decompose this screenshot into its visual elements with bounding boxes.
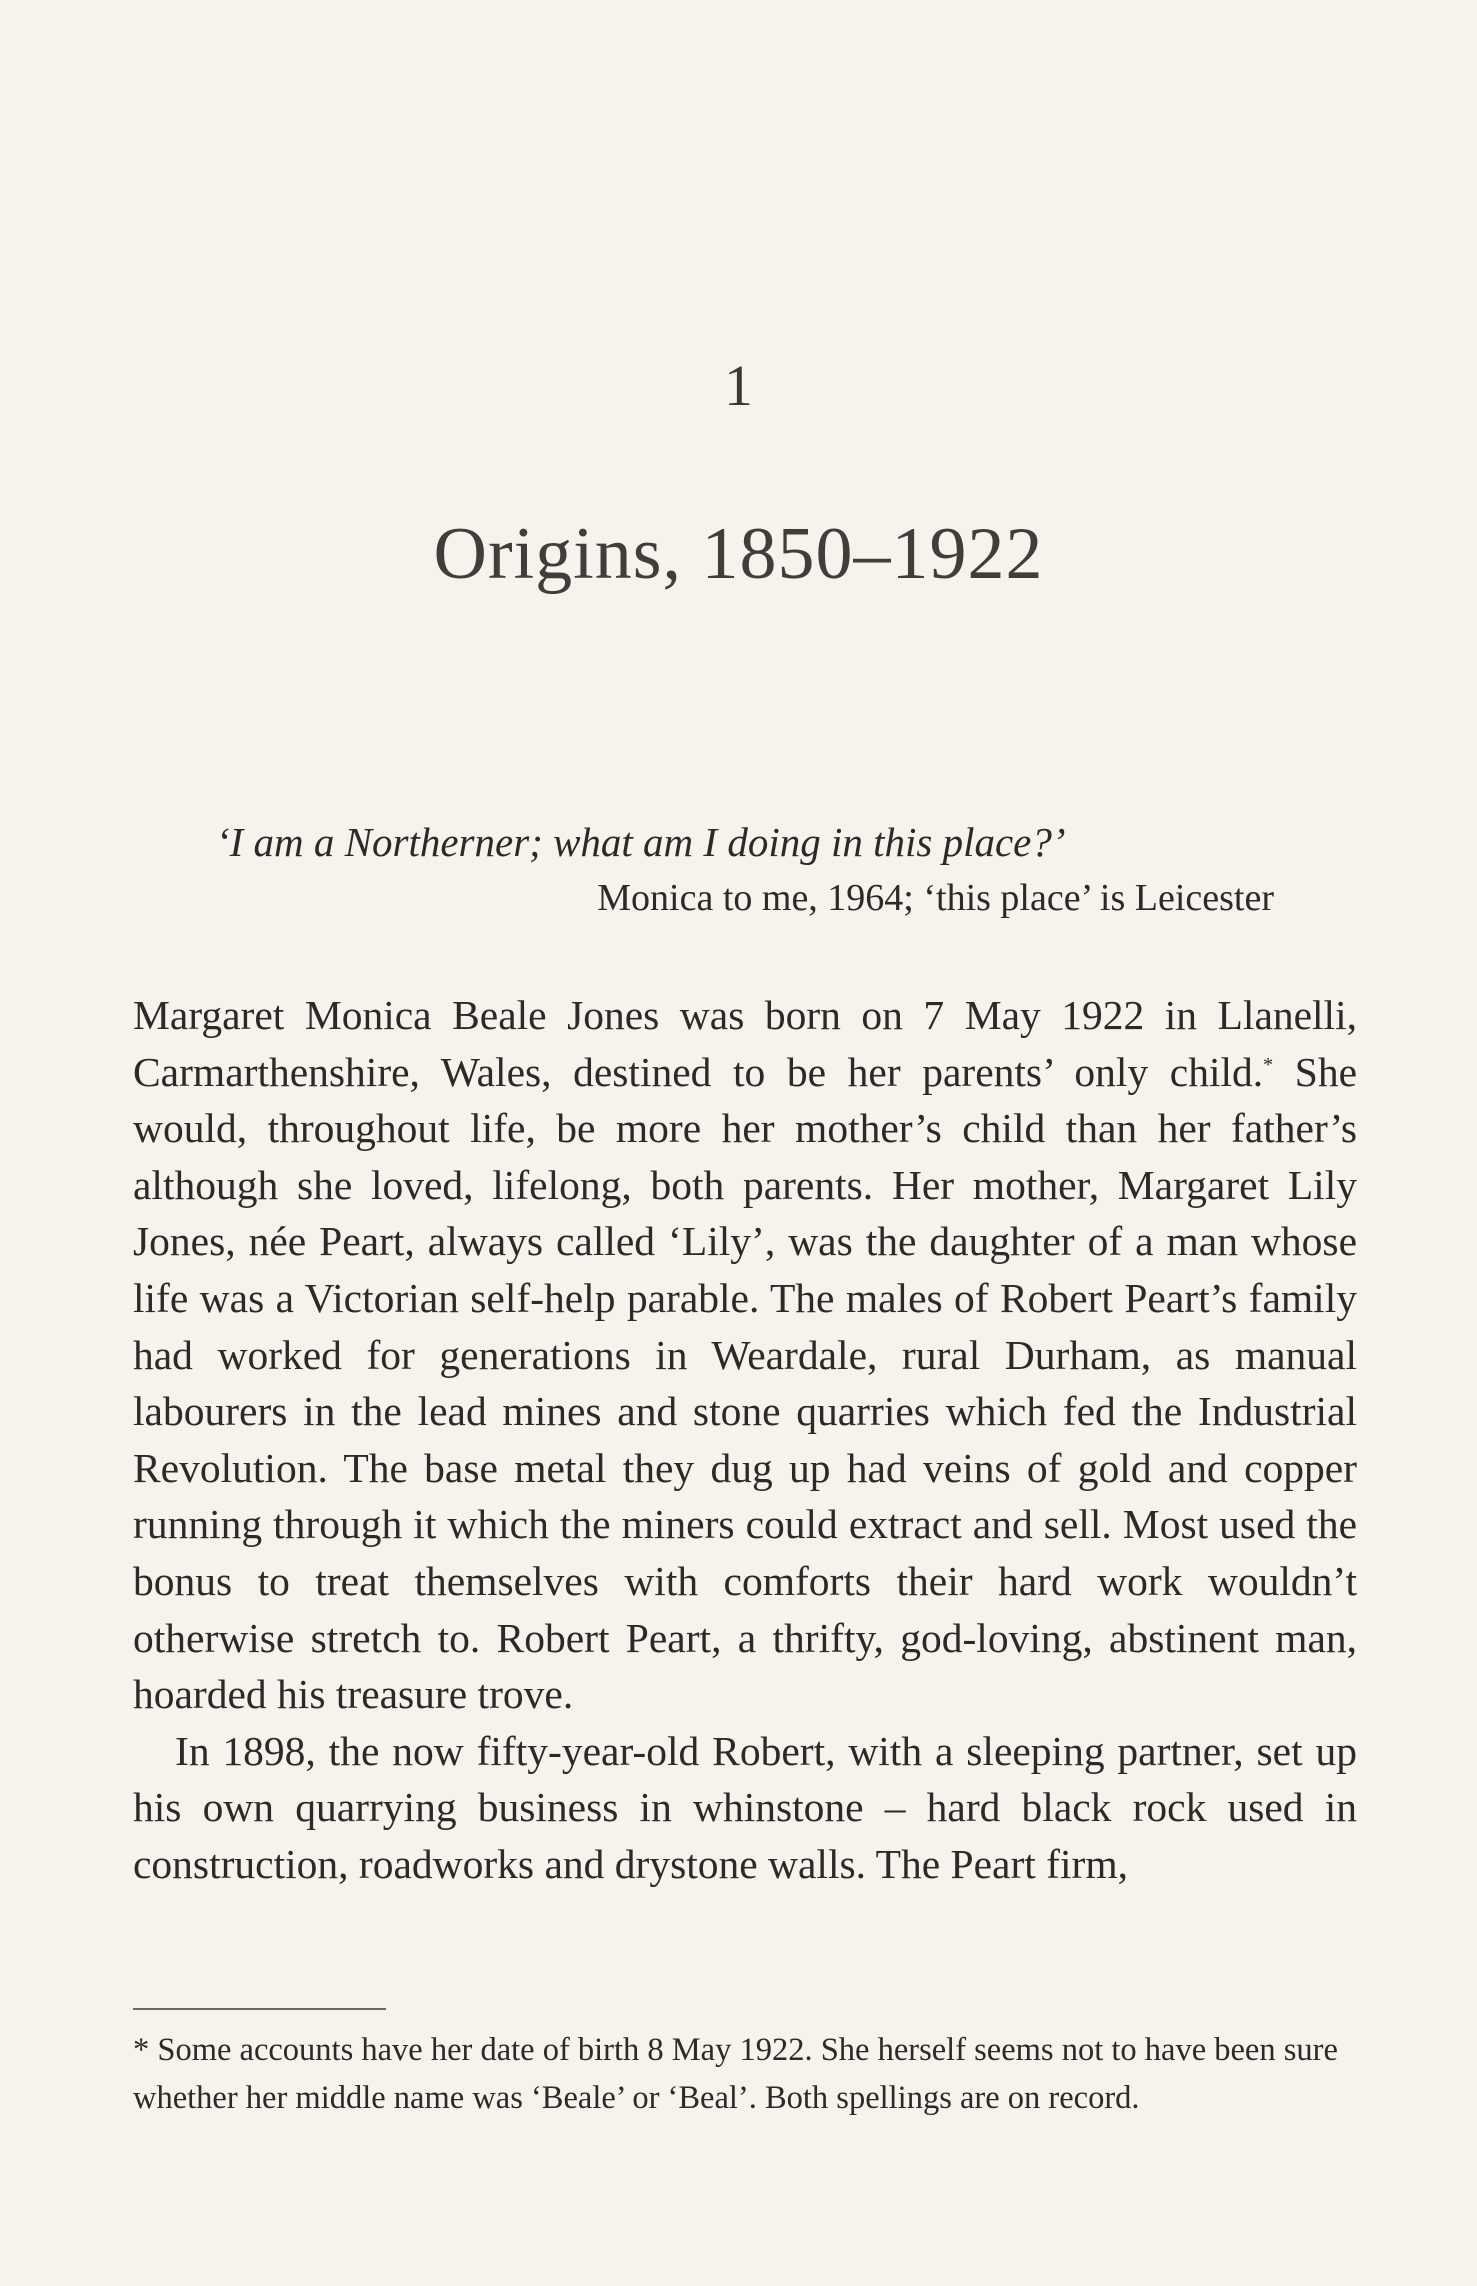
body-text bbox=[133, 987, 1357, 1893]
footnote: * Some accounts have her date of birth 8 May 1922. She herself seems not to have been sure whether her middle name was ‘Beale’ or ‘Beal’. Both spellings are on record. bbox=[133, 2032, 1338, 2116]
paragraph-text: Margaret Monica Beale Jones was born on 7 May 1922 in Llanelli, Carmarthenshire, Wales, destined to be her parents’ only child. bbox=[133, 992, 1357, 1095]
epigraph-quote: ‘I am a Northerner; what am I doing in this place?’ bbox=[216, 819, 1066, 865]
body-paragraph: In 1898, the now fifty-year-old Robert, with a sleeping partner, set up his own quarrying business in whinstone – hard black rock used in construction, roadworks and drystone walls. The Peart firm, bbox=[133, 1727, 1357, 1887]
paragraph-text: She would, throughout life, be more her mother’s child than her father’s although she loved, lifelong, both parents. Her mother, Margaret Lily Jones, née Peart, always called ‘Lily’, was the daughter of a man whose life was a Victorian self-help parable. The males of Robert Peart’s family had worked for generations in Weardale, rural Durham, as manual labourers in the lead mines and stone quarries which fed the Industrial Revolution. The base metal they dug up had veins of gold and copper running through it which the miners could extract and sell. Most used the bonus to treat themselves with comforts their hard work wouldn’t otherwise stretch to. Robert Peart, a thrifty, god-loving, abstinent man, hoarded his treasure trove. bbox=[133, 1048, 1358, 1718]
body-paragraph bbox=[133, 987, 1357, 1723]
epigraph-attribution: Monica to me, 1964; ‘this place’ is Leicester bbox=[597, 877, 1274, 919]
footnote-divider bbox=[133, 2008, 386, 2010]
chapter-number: 1 bbox=[724, 353, 753, 418]
footnote-marker: * bbox=[1263, 1053, 1274, 1076]
chapter-title: Origins, 1850–1922 bbox=[433, 513, 1044, 595]
